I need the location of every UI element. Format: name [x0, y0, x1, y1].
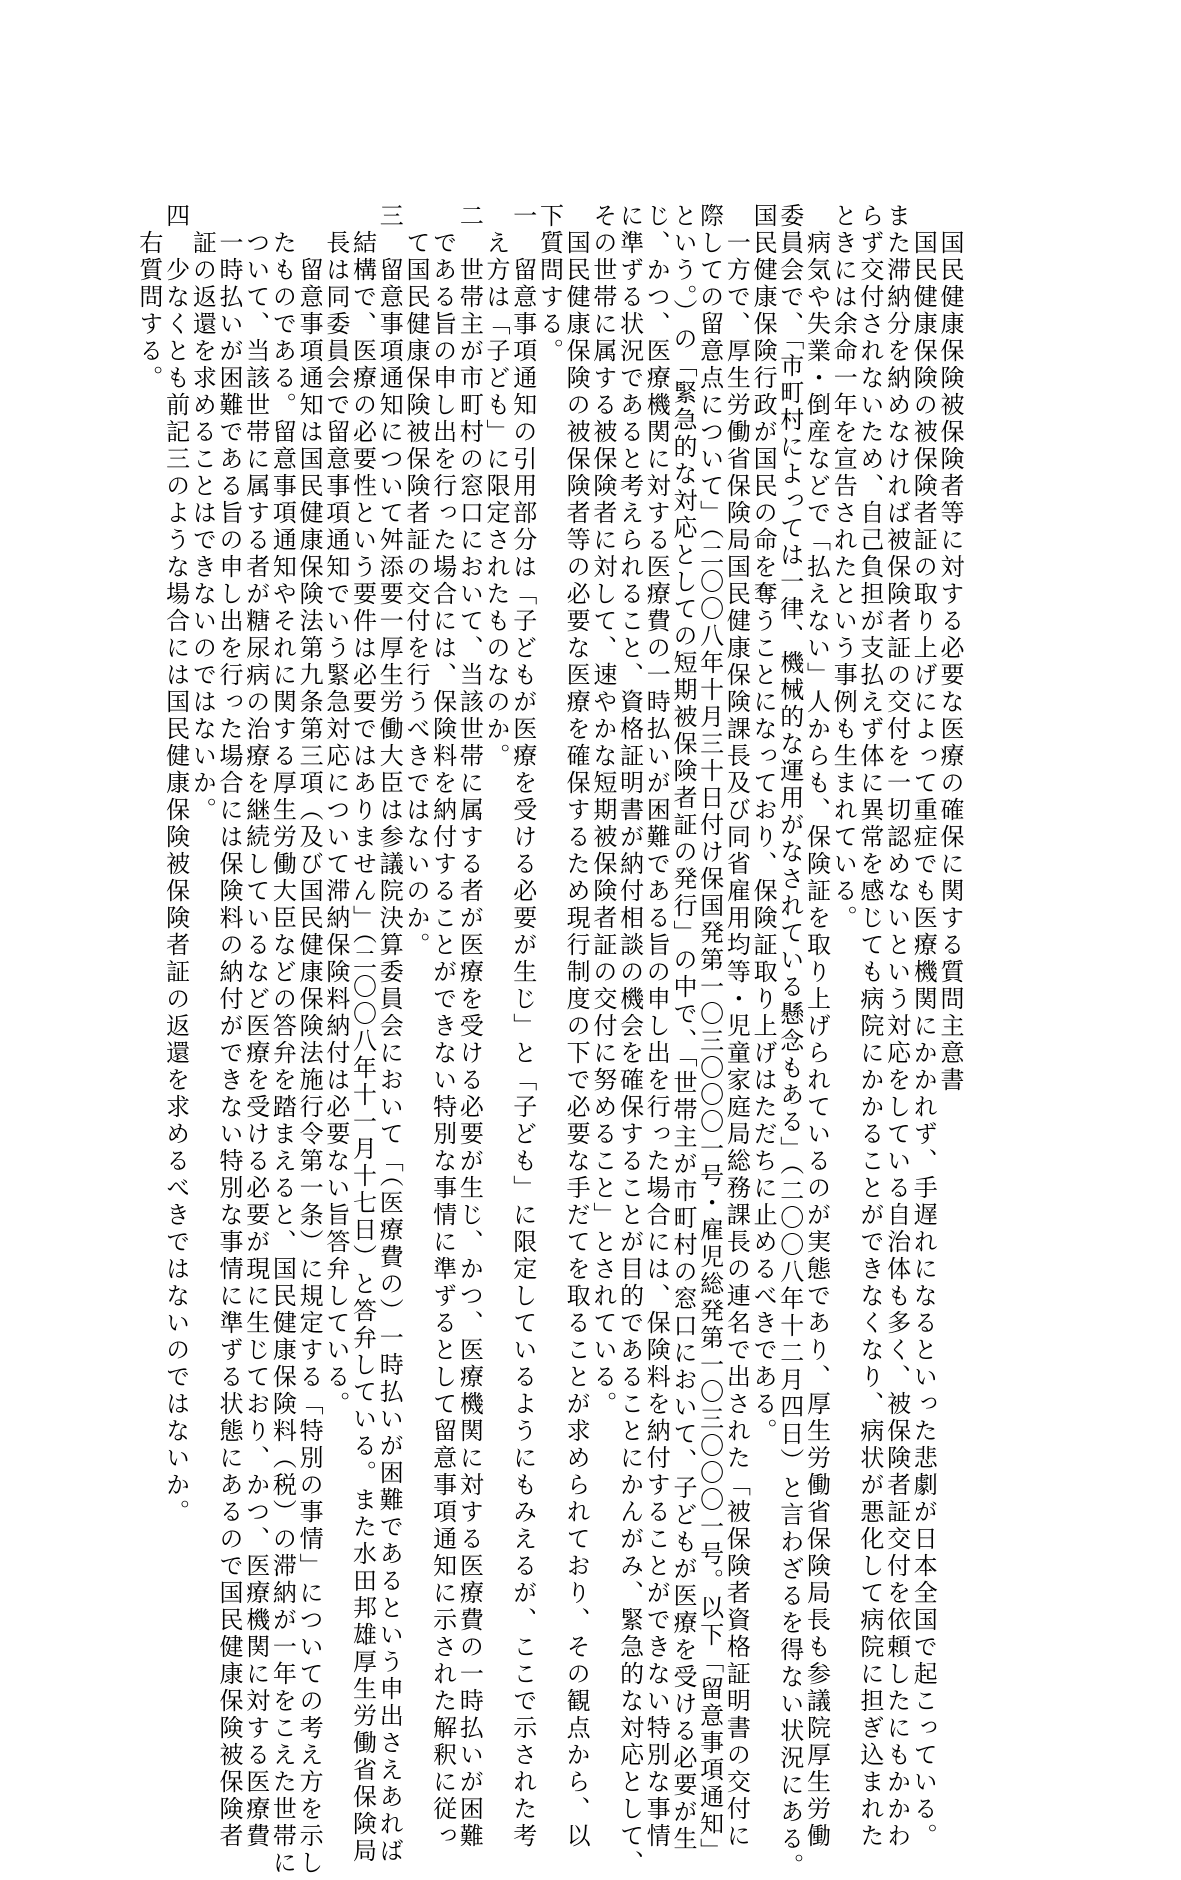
- text-line: 国民健康保険行政が国民の命を奪うことになっており、保険証取り上げはただちに止めるべきである。: [749, 203, 778, 1445]
- text-line: 病気や失業・倒産などで「払えない」人からも、保険証を取り上げられているのが実態であり、厚生労働省保険局長も参議院厚生労働: [802, 203, 831, 1850]
- text-line: 証の返還を求めることはできないのではないか。: [188, 203, 217, 824]
- text-line: その世帯に属する被保険者に対して、速やかな短期被保険者証の交付に努めること」とされている。: [588, 203, 617, 1418]
- text-line: 一方で、厚生労働省保険局国民健康保険課長及び同省雇用均等・児童家庭局総務課長の連名で出された「被保険者資格証明書の交付に: [722, 203, 751, 1850]
- text-line: 委員会で、「市町村によっては一律、機械的な運用がなされている懸念もある」（二〇〇八年十二月四日）と言わざるを得ない状況にある。: [775, 203, 804, 1880]
- text-line: たものである。留意事項通知やそれに関する厚生労働大臣などの答弁を踏まえると、国民健康保険料（税）の滞納が一年をこえた世帯に: [268, 203, 297, 1877]
- document-body: [134, 203, 964, 1880]
- text-line: え方は「子ども」に限定されたものなのか。: [482, 203, 511, 770]
- text-line: 国民健康保険の被保険者証の取り上げによって重症でも医療機関にかかれず、手遅れになるといった悲劇が日本全国で起こっている。: [909, 203, 938, 1850]
- text-line: 留意事項通知は国民健康保険法第九条第三項（及び国民健康保険法施行令第一条）に規定する「特別の事情」についての考え方を示し: [295, 203, 324, 1877]
- text-line: 二 世帯主が市町村の窓口において、当該世帯に属する者が医療を受ける必要が生じ、かつ、医療機関に対する医療費の一時払いが困難: [455, 203, 484, 1850]
- text-line: 下質問する。: [535, 203, 564, 365]
- text-line: じ、かつ、医療機関に対する医療費の一時払いが困難である旨の申し出を行った場合には、保険料を納付することができない特別な事情: [642, 203, 671, 1850]
- text-line: 結構で、医療の必要性という要件は必要ではありません」（二〇〇八年十一月十七日）と答弁している。また水田邦雄厚生労働省保険局: [348, 203, 377, 1865]
- text-line: に準ずる状況であると考えられること、資格証明書が納付相談の機会を確保することが目的であることにかんがみ、緊急的な対応として、: [615, 203, 644, 1877]
- text-line: て国民健康保険被保険者証の交付を行うべきではないのか。: [401, 203, 430, 959]
- text-line: また滞納分を納めなければ被保険者証の交付を一切認めないという対応をしている自治体も多く、被保険者証交付を依頼したにもかかわ: [882, 203, 911, 1850]
- text-line: という。）の「緊急的な対応としての短期被保険者証の発行」の中で、「世帯主が市町村の窓口において、子どもが医療を受ける必要が生: [668, 203, 697, 1853]
- text-line: 国民健康保険の被保険者等の必要な医療を確保するため現行制度の下で必要な手だてを取ることが求められており、その観点から、以: [562, 203, 591, 1850]
- text-line: 一時払いが困難である旨の申し出を行った場合には保険料の納付ができない特別な事情に準ずる状態にあるので国民健康保険被保険者: [215, 203, 244, 1850]
- text-line: 長は同委員会で留意事項通知でいう緊急対応について滞納保険料納付は必要ない旨答弁している。: [321, 203, 350, 1418]
- text-line: らず交付されないため、自己負担が支払えず体に異常を感じても病院にかかることができなくなり、病状が悪化して病院に担ぎ込まれた: [855, 203, 884, 1850]
- text-line: 右質問する。: [134, 203, 163, 392]
- text-line: ついて、当該世帯に属する者が糖尿病の治療を継続しているなど医療を受ける必要が現に生じており、かつ、医療機関に対する医療費: [241, 203, 270, 1850]
- text-line: 際しての留意点について」（二〇〇八年十月三十日付け保国発第一〇三〇〇〇一号・雇児総発第一〇三〇〇〇一号。以下「留意事項通知」: [695, 203, 724, 1865]
- text-line: 一 留意事項通知の引用部分は「子どもが医療を受ける必要が生じ」と「子ども」に限定しているようにもみえるが、ここで示された考: [508, 203, 537, 1850]
- text-line: 四 少なくとも前記三のような場合には国民健康保険被保険者証の返還を求めるべきではないのではないか。: [161, 203, 190, 1526]
- text-line: である旨の申し出を行った場合には、保険料を納付することができない特別な事情に準ずるとして留意事項通知に示された解釈に従っ: [428, 203, 457, 1850]
- document-title: 国民健康保険被保険者等に対する必要な医療の確保に関する質問主意書: [936, 230, 964, 1094]
- text-line: ときには余命一年を宣告されたという事例も生まれている。: [829, 203, 858, 932]
- text-line: 三 留意事項通知について舛添要一厚生労働大臣は参議院決算委員会において「（医療費の）一時払いが困難であるという申出さえあれば: [375, 203, 404, 1865]
